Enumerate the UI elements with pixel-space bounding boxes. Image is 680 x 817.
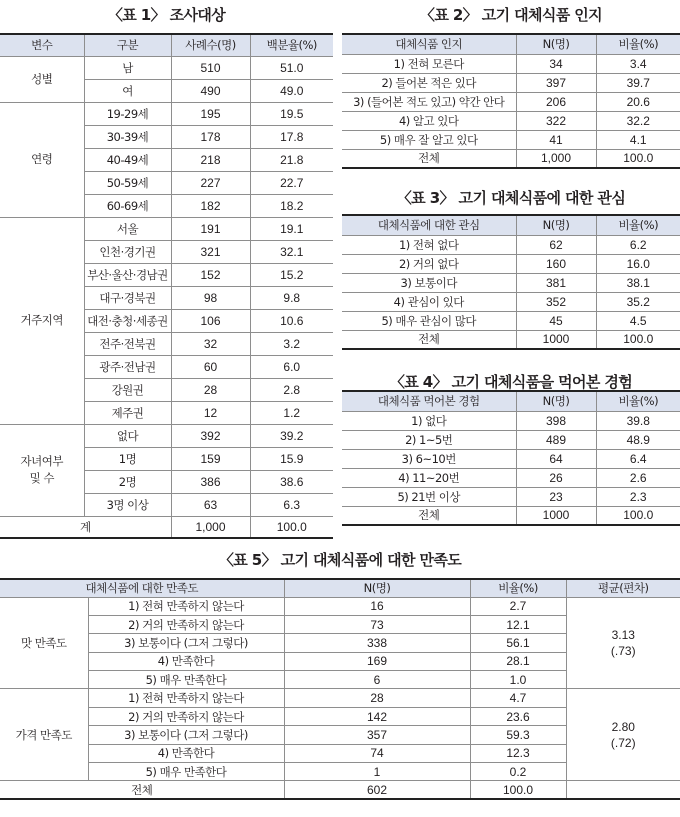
- header-cell: 대체식품에 대한 만족도: [0, 579, 284, 597]
- percent-cell: 6.4: [596, 449, 680, 468]
- response-cell: 3) 보통이다 (그저 그렇다): [88, 634, 284, 652]
- empty-cell: [566, 781, 680, 799]
- header-cell: 대체식품에 대한 관심: [342, 215, 516, 235]
- percent-cell: 48.9: [596, 430, 680, 449]
- percent-cell: 38.6: [250, 470, 333, 493]
- percent-cell: 23.6: [470, 707, 566, 725]
- count-cell: 1000: [516, 330, 596, 349]
- count-cell: 152: [171, 263, 250, 286]
- count-cell: 195: [171, 102, 250, 125]
- percent-cell: 3.2: [250, 332, 333, 355]
- table-5-section: [0, 545, 680, 817]
- response-cell: 5) 매우 관심이 많다: [342, 311, 516, 330]
- table-row: [342, 449, 680, 468]
- response-cell: 2) 들어본 적은 있다: [342, 73, 516, 92]
- percent-cell: 12.3: [470, 744, 566, 762]
- response-cell: 2) 거의 만족하지 않는다: [88, 707, 284, 725]
- count-cell: 62: [516, 235, 596, 254]
- response-cell: 3) (들어본 적도 있고) 약간 안다: [342, 92, 516, 111]
- group-label: 자녀여부 및 수: [0, 424, 84, 516]
- table-row: [0, 516, 333, 538]
- response-cell: 5) 21번 이상: [342, 487, 516, 506]
- category-cell: 1명: [84, 447, 171, 470]
- count-cell: 322: [516, 111, 596, 130]
- response-cell: 3) 6~10번: [342, 449, 516, 468]
- percent-cell: 56.1: [470, 634, 566, 652]
- table-4: [342, 390, 680, 526]
- response-cell: 5) 매우 만족한다: [88, 763, 284, 781]
- count-cell: 398: [516, 411, 596, 430]
- table-3-header-row: [342, 215, 680, 235]
- response-cell: 1) 없다: [342, 411, 516, 430]
- response-cell: 5) 매우 잘 알고 있다: [342, 130, 516, 149]
- count-cell: 182: [171, 194, 250, 217]
- table-4-title: 〈표 4〉 고기 대체식품을 먹어본 경험: [389, 373, 633, 391]
- response-cell: 4) 만족한다: [88, 652, 284, 670]
- response-cell: 2) 거의 만족하지 않는다: [88, 615, 284, 633]
- table-5-title: 〈표 5〉 고기 대체식품에 대한 만족도: [218, 551, 462, 569]
- count-cell: 1: [284, 763, 470, 781]
- table-row: [342, 92, 680, 111]
- table-row: [0, 56, 333, 79]
- count-cell: 489: [516, 430, 596, 449]
- total-count: 602: [284, 781, 470, 799]
- count-cell: 490: [171, 79, 250, 102]
- header-cell: 비율(%): [470, 579, 566, 597]
- header-cell: N(명): [516, 391, 596, 411]
- category-cell: 대전·충청·세종권: [84, 309, 171, 332]
- percent-cell: 2.6: [596, 468, 680, 487]
- percent-cell: 19.1: [250, 217, 333, 240]
- percent-cell: 19.5: [250, 102, 333, 125]
- category-cell: 전주·전북권: [84, 332, 171, 355]
- table-row: [0, 217, 333, 240]
- response-cell: 2) 1~5번: [342, 430, 516, 449]
- count-cell: 28: [171, 378, 250, 401]
- percent-cell: 38.1: [596, 273, 680, 292]
- count-cell: 142: [284, 707, 470, 725]
- table-5: [0, 578, 680, 800]
- percent-cell: 18.2: [250, 194, 333, 217]
- percent-cell: 12.1: [470, 615, 566, 633]
- response-cell: 1) 전혀 만족하지 않는다: [88, 689, 284, 707]
- percent-cell: 39.7: [596, 73, 680, 92]
- count-cell: 64: [516, 449, 596, 468]
- table-row: [342, 111, 680, 130]
- table-5-header-row: [0, 579, 680, 597]
- count-cell: 74: [284, 744, 470, 762]
- category-cell: 서울: [84, 217, 171, 240]
- table-row: [342, 273, 680, 292]
- table-row: [342, 149, 680, 168]
- header-cell: 변수: [0, 34, 84, 56]
- percent-cell: 1.0: [470, 671, 566, 689]
- category-cell: 대구·경북권: [84, 286, 171, 309]
- count-cell: 1000: [516, 506, 596, 525]
- percent-cell: 4.1: [596, 130, 680, 149]
- percent-cell: 3.4: [596, 54, 680, 73]
- table-2-header-row: [342, 34, 680, 54]
- table-1: [0, 33, 333, 539]
- percent-cell: 100.0: [596, 149, 680, 168]
- count-cell: 392: [171, 424, 250, 447]
- count-cell: 6: [284, 671, 470, 689]
- response-cell: 1) 전혀 만족하지 않는다: [88, 597, 284, 615]
- table-row: [342, 506, 680, 525]
- header-cell: N(명): [516, 34, 596, 54]
- count-cell: 386: [171, 470, 250, 493]
- table-1-header-row: [0, 34, 333, 56]
- count-cell: 63: [171, 493, 250, 516]
- count-cell: 45: [516, 311, 596, 330]
- table-row: [342, 468, 680, 487]
- category-cell: 강원권: [84, 378, 171, 401]
- percent-cell: 16.0: [596, 254, 680, 273]
- response-cell: 전체: [342, 330, 516, 349]
- count-cell: 169: [284, 652, 470, 670]
- category-cell: 60-69세: [84, 194, 171, 217]
- mean-sd-cell: 2.80 (.72): [566, 689, 680, 781]
- response-cell: 4) 11~20번: [342, 468, 516, 487]
- total-count: 1,000: [171, 516, 250, 538]
- group-label: 가격 만족도: [0, 689, 88, 781]
- category-cell: 부산·울산·경남권: [84, 263, 171, 286]
- count-cell: 41: [516, 130, 596, 149]
- response-cell: 5) 매우 만족한다: [88, 671, 284, 689]
- percent-cell: 100.0: [596, 506, 680, 525]
- percent-cell: 51.0: [250, 56, 333, 79]
- percent-cell: 17.8: [250, 125, 333, 148]
- count-cell: 352: [516, 292, 596, 311]
- table-row: [342, 130, 680, 149]
- percent-cell: 20.6: [596, 92, 680, 111]
- percent-cell: 32.1: [250, 240, 333, 263]
- header-cell: N(명): [516, 215, 596, 235]
- percent-cell: 4.5: [596, 311, 680, 330]
- group-label: 맛 만족도: [0, 597, 88, 689]
- percent-cell: 21.8: [250, 148, 333, 171]
- table-2-section: [342, 0, 680, 180]
- response-cell: 4) 만족한다: [88, 744, 284, 762]
- table-3-title: 〈표 3〉 고기 대체식품에 대한 관심: [396, 189, 626, 207]
- count-cell: 160: [516, 254, 596, 273]
- response-cell: 4) 관심이 있다: [342, 292, 516, 311]
- table-1-section: [0, 0, 333, 540]
- percent-cell: 0.2: [470, 763, 566, 781]
- header-cell: 구분: [84, 34, 171, 56]
- percent-cell: 28.1: [470, 652, 566, 670]
- total-percent: 100.0: [250, 516, 333, 538]
- table-row: [342, 430, 680, 449]
- count-cell: 12: [171, 401, 250, 424]
- count-cell: 28: [284, 689, 470, 707]
- header-cell: 비율(%): [596, 34, 680, 54]
- table-2-title: 〈표 2〉 고기 대체식품 인지: [419, 6, 603, 24]
- category-cell: 2명: [84, 470, 171, 493]
- response-cell: 3) 보통이다 (그저 그렇다): [88, 726, 284, 744]
- count-cell: 227: [171, 171, 250, 194]
- count-cell: 98: [171, 286, 250, 309]
- percent-cell: 1.2: [250, 401, 333, 424]
- category-cell: 40-49세: [84, 148, 171, 171]
- percent-cell: 6.3: [250, 493, 333, 516]
- count-cell: 32: [171, 332, 250, 355]
- response-cell: 2) 거의 없다: [342, 254, 516, 273]
- count-cell: 1,000: [516, 149, 596, 168]
- count-cell: 60: [171, 355, 250, 378]
- count-cell: 16: [284, 597, 470, 615]
- count-cell: 191: [171, 217, 250, 240]
- category-cell: 여: [84, 79, 171, 102]
- count-cell: 206: [516, 92, 596, 111]
- category-cell: 광주·전남권: [84, 355, 171, 378]
- table-row: [0, 597, 680, 615]
- group-label: 연령: [0, 102, 84, 217]
- percent-cell: 35.2: [596, 292, 680, 311]
- count-cell: 338: [284, 634, 470, 652]
- percent-cell: 32.2: [596, 111, 680, 130]
- percent-cell: 4.7: [470, 689, 566, 707]
- category-cell: 남: [84, 56, 171, 79]
- table-2: [342, 33, 680, 169]
- table-row: [342, 73, 680, 92]
- total-label: 전체: [0, 781, 284, 799]
- response-cell: 전체: [342, 506, 516, 525]
- table-3-section: [342, 185, 680, 365]
- count-cell: 321: [171, 240, 250, 263]
- category-cell: 50-59세: [84, 171, 171, 194]
- percent-cell: 15.9: [250, 447, 333, 470]
- total-percent: 100.0: [470, 781, 566, 799]
- table-row: [342, 311, 680, 330]
- header-cell: 평균(편차): [566, 579, 680, 597]
- table-row: [342, 235, 680, 254]
- response-cell: 전체: [342, 149, 516, 168]
- table-4-section: [342, 369, 680, 539]
- percent-cell: 39.8: [596, 411, 680, 430]
- percent-cell: 59.3: [470, 726, 566, 744]
- table-row: [342, 487, 680, 506]
- count-cell: 73: [284, 615, 470, 633]
- percent-cell: 2.8: [250, 378, 333, 401]
- category-cell: 19-29세: [84, 102, 171, 125]
- table-row: [342, 411, 680, 430]
- table-row: [0, 424, 333, 447]
- header-cell: 대체식품 인지: [342, 34, 516, 54]
- header-cell: 사례수(명): [171, 34, 250, 56]
- percent-cell: 2.3: [596, 487, 680, 506]
- response-cell: 1) 전혀 모른다: [342, 54, 516, 73]
- count-cell: 510: [171, 56, 250, 79]
- percent-cell: 39.2: [250, 424, 333, 447]
- count-cell: 381: [516, 273, 596, 292]
- table-row: [342, 254, 680, 273]
- percent-cell: 49.0: [250, 79, 333, 102]
- table-row: [0, 689, 680, 707]
- total-label: 계: [0, 516, 171, 538]
- count-cell: 357: [284, 726, 470, 744]
- count-cell: 159: [171, 447, 250, 470]
- count-cell: 218: [171, 148, 250, 171]
- count-cell: 178: [171, 125, 250, 148]
- percent-cell: 9.8: [250, 286, 333, 309]
- table-row: [342, 54, 680, 73]
- header-cell: 대체식품 먹어본 경험: [342, 391, 516, 411]
- count-cell: 26: [516, 468, 596, 487]
- header-cell: 비율(%): [596, 215, 680, 235]
- table-3: [342, 214, 680, 350]
- count-cell: 34: [516, 54, 596, 73]
- mean-sd-cell: 3.13 (.73): [566, 597, 680, 689]
- percent-cell: 6.0: [250, 355, 333, 378]
- count-cell: 397: [516, 73, 596, 92]
- percent-cell: 2.7: [470, 597, 566, 615]
- header-cell: 백분율(%): [250, 34, 333, 56]
- category-cell: 없다: [84, 424, 171, 447]
- group-label: 성별: [0, 56, 84, 102]
- count-cell: 23: [516, 487, 596, 506]
- table-row: [0, 781, 680, 799]
- response-cell: 4) 알고 있다: [342, 111, 516, 130]
- header-cell: 비율(%): [596, 391, 680, 411]
- group-label: 거주지역: [0, 217, 84, 424]
- percent-cell: 100.0: [596, 330, 680, 349]
- table-row: [342, 330, 680, 349]
- category-cell: 제주권: [84, 401, 171, 424]
- table-4-header-row: [342, 391, 680, 411]
- header-cell: N(명): [284, 579, 470, 597]
- table-1-title: 〈표 1〉 조사대상: [107, 6, 226, 24]
- table-row: [342, 292, 680, 311]
- percent-cell: 15.2: [250, 263, 333, 286]
- category-cell: 30-39세: [84, 125, 171, 148]
- response-cell: 3) 보통이다: [342, 273, 516, 292]
- percent-cell: 10.6: [250, 309, 333, 332]
- category-cell: 인천·경기권: [84, 240, 171, 263]
- category-cell: 3명 이상: [84, 493, 171, 516]
- response-cell: 1) 전혀 없다: [342, 235, 516, 254]
- count-cell: 106: [171, 309, 250, 332]
- percent-cell: 22.7: [250, 171, 333, 194]
- percent-cell: 6.2: [596, 235, 680, 254]
- table-row: [0, 102, 333, 125]
